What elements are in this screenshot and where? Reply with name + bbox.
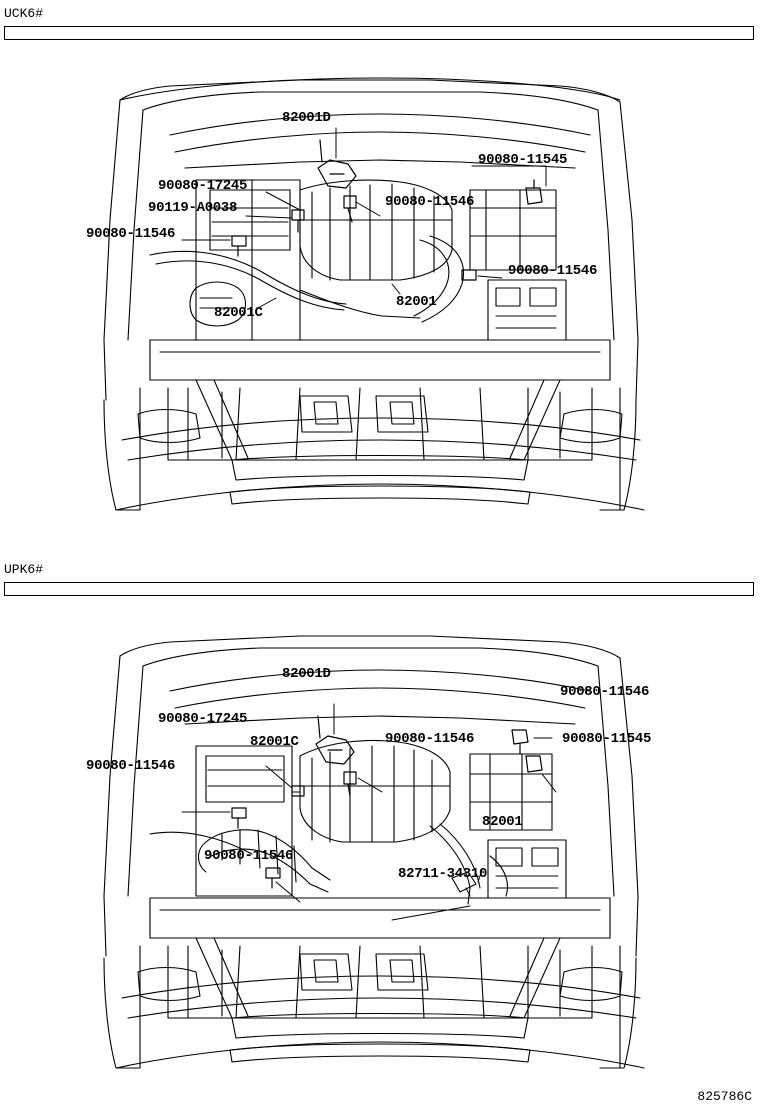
callout-label: 90080-17245: [158, 711, 248, 727]
engine-compartment-illustration-upk6: [0, 596, 760, 1096]
engine-compartment-illustration-uck6: [0, 40, 760, 540]
callout-label: 90119-A0038: [148, 200, 238, 216]
diagram-panel-upk6: [0, 556, 760, 1112]
callout-label: 82001C: [214, 305, 263, 321]
callout-label: 90080-11545: [478, 152, 568, 168]
callout-label: 90080-11545: [562, 731, 652, 747]
callout-label: 82001C: [250, 734, 299, 750]
callout-label: 82001D: [282, 110, 331, 126]
callout-label: 82001: [482, 814, 523, 830]
callout-label: 90080-11546: [560, 684, 650, 700]
callout-label: 90080-11546: [385, 194, 475, 210]
panel-rule-upk6: [4, 582, 754, 596]
callout-label: 90080-11546: [86, 758, 176, 774]
drawing-number: 825786C: [697, 1089, 752, 1104]
callout-label: 90080-11546: [385, 731, 475, 747]
callout-label: 82001: [396, 294, 437, 310]
callout-label: 90080-11546: [204, 848, 294, 864]
callout-label: 82001D: [282, 666, 331, 682]
callout-label: 90080-11546: [86, 226, 176, 242]
variant-tag-uck6: UCK6#: [4, 6, 44, 21]
variant-tag-upk6: UPK6#: [4, 562, 44, 577]
callout-label: 82711-34310: [398, 866, 488, 882]
callout-label: 90080-17245: [158, 178, 248, 194]
panel-rule-uck6: [4, 26, 754, 40]
callout-label: 90080-11546: [508, 263, 598, 279]
